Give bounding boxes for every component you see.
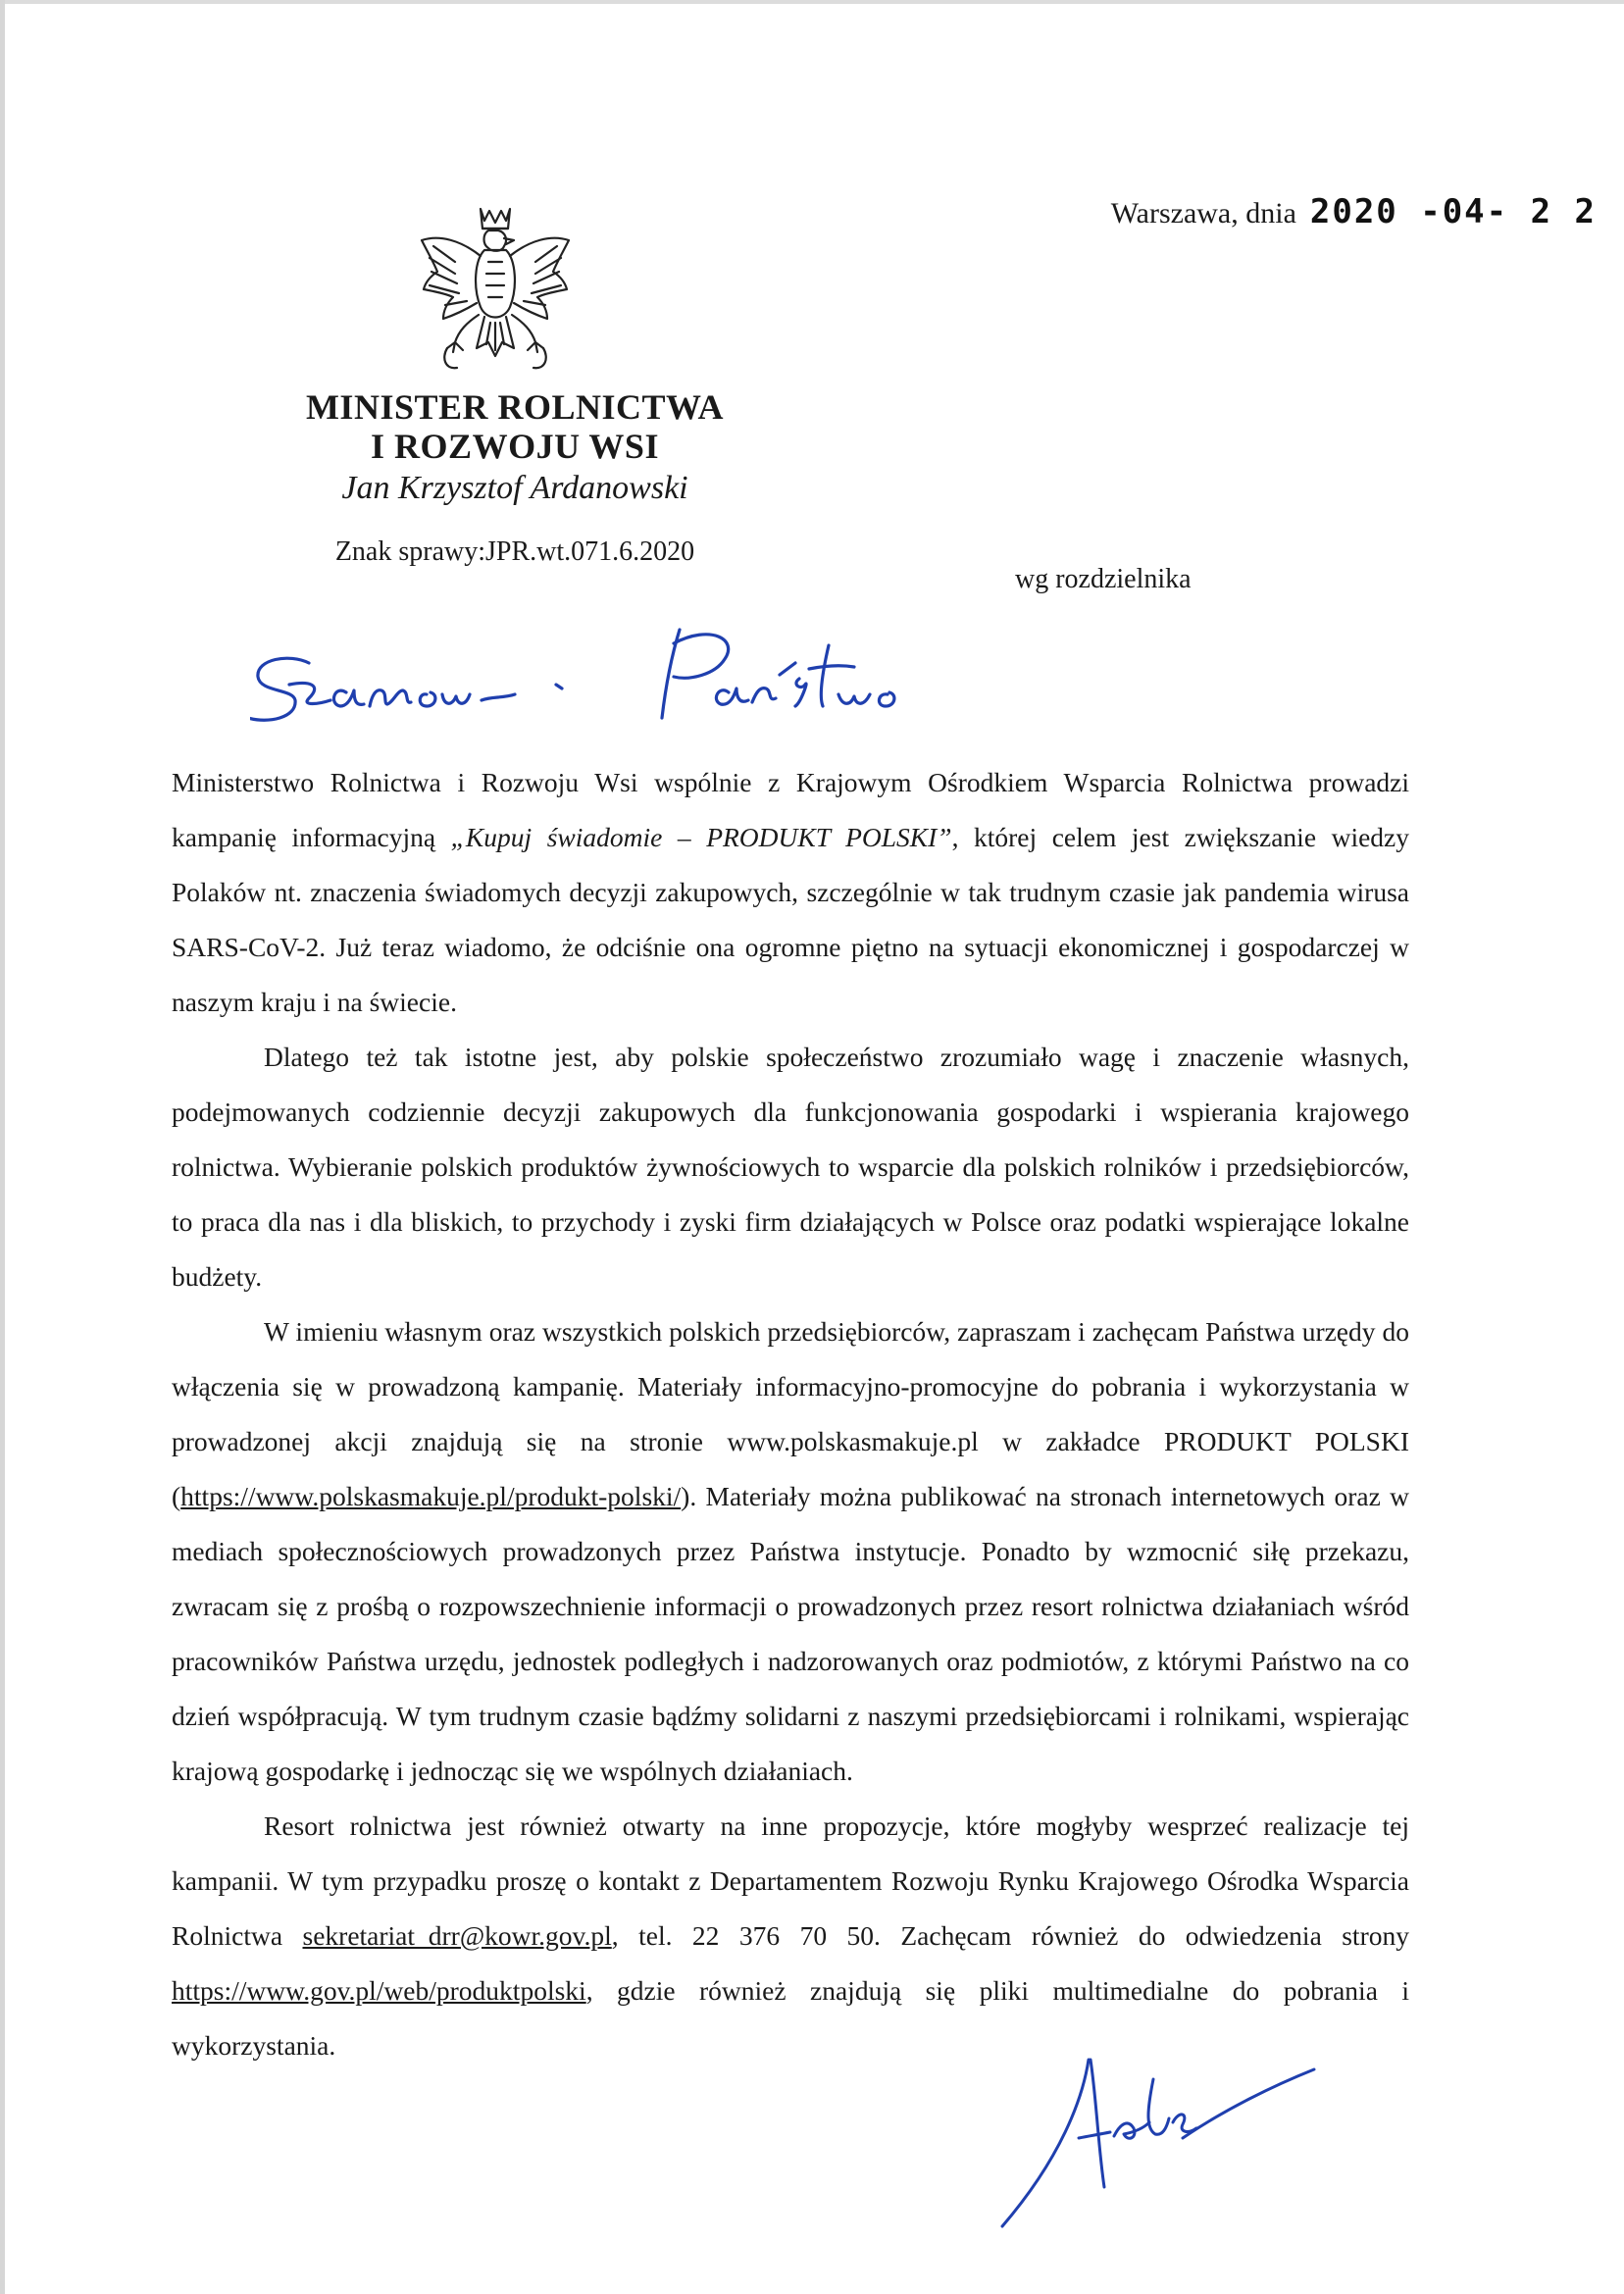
contact-email-link[interactable]: sekretariat_drr@kowr.gov.pl: [302, 1920, 612, 1951]
letter-body: [172, 755, 1409, 2073]
sender-header: [255, 387, 775, 568]
date-prefix: Warszawa, dnia: [1110, 197, 1296, 229]
date-stamp: 2020 -04- 2 2: [1309, 192, 1597, 231]
minister-title-line2: I ROZWOJU WSI: [371, 427, 659, 466]
minister-title-line1: MINISTER ROLNICTWA: [305, 387, 725, 427]
case-reference: Znak sprawy:JPR.wt.071.6.2020: [334, 536, 695, 567]
paragraph-4: Resort rolnictwa jest również otwarty na inne propozycje, które mogłyby wesprzeć realizacje tej kampanii. W tym przypadku proszę o kontakt z Departamentem Rozwoju Rynku Krajowego Ośrodka Wsparcia Rolnictwa sekretariat_drr@kowr.gov.pl, tel. 22 376 70 50. Zachęcam również do odwiedzenia strony https://www.gov.pl/web/produktpolski, gdzie również znajdują się pliki multimedialne do pobrania i wykorzystania.: [172, 1810, 1409, 2061]
produkt-polski-link[interactable]: https://www.polskasmakuje.pl/produkt-polski/: [180, 1481, 682, 1511]
scan-edge-left: [0, 0, 5, 2294]
polish-eagle-emblem-icon: [412, 201, 579, 382]
scan-edge-top: [0, 0, 1624, 4]
handwritten-salutation: [250, 616, 995, 743]
date-line: [1111, 192, 1597, 231]
paragraph-3: W imieniu własnym oraz wszystkich polskich przedsiębiorców, zapraszam i zachęcam Państwa urzędy do włączenia się w prowadzoną kampanię. Materiały informacyjno-promocyjne do pobrania i wykorzystania w prowadzonej akcji znajdują się na stronie www.polskasmakuje.pl w zakładce PRODUKT POLSKI (https://www.polskasmakuje.pl/produkt-polski/). Materiały można publikować na stronach internetowych oraz w mediach społecznościowych prowadzonych przez Państwa instytucje. Ponadto by wzmocnić siłę przekazu, zwracam się z prośbą o rozpowszechnienie informacji o prowadzonych przez resort rolnictwa działaniach wśród pracowników Państwa urzędu, jednostek podległych i nadzorowanych oraz podmiotów, z którymi Państwo na co dzień współpracują. W tym trudnym czasie bądźmy solidarni z naszymi przedsiębiorcami i rolnikami, wspierając krajową gospodarkę i jednocząc się we wspólnych działaniach.: [172, 1316, 1409, 1786]
paragraph-2: Dlatego też tak istotne jest, aby polskie społeczeństwo zrozumiało wagę i znaczenie własnych, podejmowanych codziennie decyzji zakupowych dla funkcjonowania gospodarki i wspierania krajowego rolnictwa. Wybieranie polskich produktów żywnościowych to wsparcie dla polskich rolników i przedsiębiorców, to praca dla nas i dla bliskich, to przychody i zyski firm działających w Polsce oraz podatki wspierające lokalne budżety.: [172, 1042, 1409, 1292]
campaign-name: „Kupuj świadomie – PRODUKT POLSKI”: [450, 822, 952, 852]
paragraph-1: Ministerstwo Rolnictwa i Rozwoju Wsi wspólnie z Krajowym Ośrodkiem Wsparcia Rolnictwa prowadzi kampanię informacyjną „Kupuj świadomie – PRODUKT POLSKI”, której celem jest zwiększanie wiedzy Polaków nt. znaczenia świadomych decyzji zakupowych, szczególnie w tak trudnym czasie jak pandemia wirusa SARS-CoV-2. Już teraz wiadomo, że odciśnie ona ogromne piętno na sytuacji ekonomicznej i gospodarczej w naszym kraju i na świecie.: [172, 767, 1409, 1017]
addressee: wg rozdzielnika: [1015, 564, 1192, 594]
minister-name: Jan Krzysztof Ardanowski: [341, 470, 688, 506]
handwritten-signature: [981, 2040, 1334, 2236]
gov-produktpolski-link[interactable]: https://www.gov.pl/web/produktpolski: [172, 1975, 586, 2006]
